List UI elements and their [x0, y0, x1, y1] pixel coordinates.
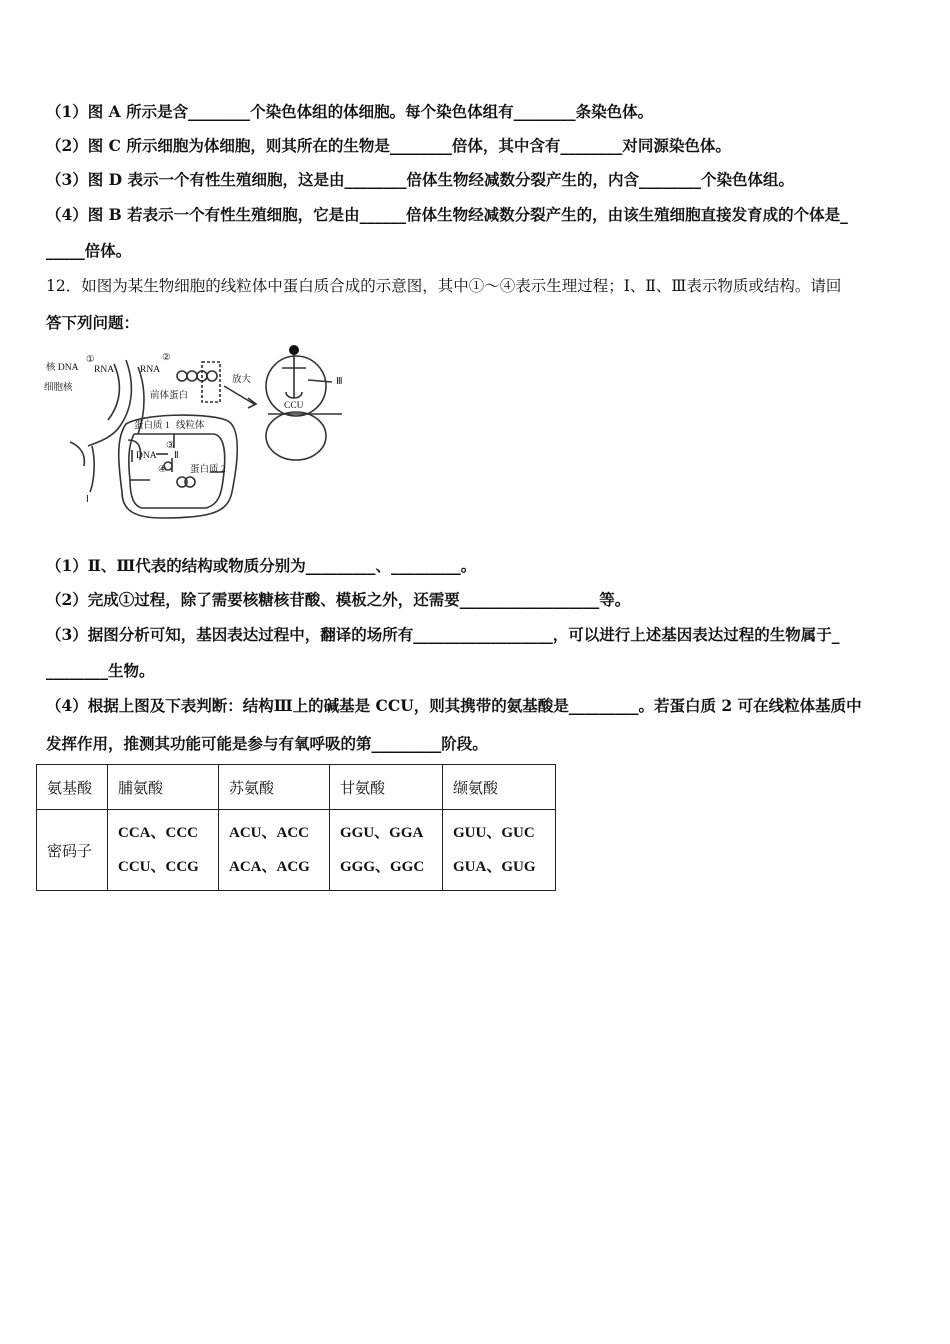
- q11-part1: （1）图 A 所示是含________个染色体组的体细胞。每个染色体组有________条染色体。: [46, 102, 654, 121]
- table-header-cell: 缬氨酸: [443, 765, 556, 810]
- codon-table: [36, 764, 556, 891]
- codon-text: CCU、CCG: [118, 859, 199, 875]
- codon-cell: [108, 810, 219, 891]
- label-precursor-protein: 前体蛋白: [150, 391, 189, 401]
- q11-part3: （3）图 D 表示一个有性生殖细胞，这是由________倍体生物经减数分裂产生的，内含________个染色体组。: [46, 170, 795, 189]
- label-rna1: RNA: [94, 365, 115, 375]
- codon-cell: [443, 810, 556, 891]
- label-step2: ②: [162, 353, 171, 363]
- q11-part4-line2: _____倍体。: [46, 241, 132, 260]
- label-step4: ④: [158, 465, 167, 475]
- label-iii: Ⅲ: [336, 377, 343, 387]
- q12-sub4-line2: 发挥作用，推测其功能可能是参与有氧呼吸的第_________阶段。: [46, 734, 488, 753]
- codon-cell: [219, 810, 330, 891]
- q12-sub4-line1: （4）根据上图及下表判断：结构Ⅲ上的碱基是 CCU，则其携带的氨基酸是_________。若蛋白质 2 可在线粒体基质中: [46, 696, 862, 715]
- q12-sub2: （2）完成①过程，除了需要核糖核苷酸、模板之外，还需要__________________等。: [46, 590, 631, 609]
- q12-sub3-line1: （3）据图分析可知，基因表达过程中，翻译的场所有__________________，可以进行上述基因表达过程的生物属于_: [46, 625, 840, 644]
- label-nuclear-dna: 核 DNA: [46, 363, 79, 373]
- label-mito-dna: DNA: [136, 451, 157, 461]
- ribosome-highlight-box: [202, 362, 220, 402]
- codon-text: ACU、ACC: [229, 825, 309, 841]
- q12-sub1: （1）Ⅱ、Ⅲ代表的结构或物质分别为_________、_________。: [46, 556, 477, 575]
- codon-text: GGG、GGC: [340, 859, 425, 875]
- label-anticodon: CCU: [284, 401, 304, 411]
- table-header-cell: 氨基酸: [37, 765, 108, 810]
- label-step1: ①: [86, 355, 95, 365]
- label-mitochondrion: 线粒体: [176, 421, 205, 431]
- codon-text: CCA、CCC: [118, 825, 198, 841]
- label-step3: ③: [166, 441, 175, 451]
- table-header-row: [37, 765, 556, 810]
- codon-text: GGU、GGA: [340, 825, 424, 841]
- codon-text: GUU、GUC: [453, 825, 535, 841]
- codon-text: ACA、ACG: [229, 859, 310, 875]
- label-protein1: 蛋白质 1: [134, 421, 170, 431]
- q12-intro-line1: 12．如图为某生物细胞的线粒体中蛋白质合成的示意图，其中①～④表示生理过程；Ⅰ、Ⅱ、Ⅲ表示物质或结构。请回: [46, 277, 842, 295]
- label-rna2: RNA: [140, 365, 161, 375]
- codon-text: GUA、GUG: [453, 859, 536, 875]
- ribosome-small-subunit: [266, 412, 326, 460]
- amino-acid-dot: [289, 345, 299, 355]
- label-protein2: 蛋白质 2: [190, 465, 226, 475]
- label-ii: Ⅱ: [174, 451, 179, 461]
- table-header-cell: 苏氨酸: [219, 765, 330, 810]
- q12-sub3-line2: ________生物。: [46, 661, 155, 680]
- table-row: [37, 810, 556, 891]
- q12-intro-line2: 答下列问题：: [46, 313, 140, 332]
- label-enlarge: 放大: [232, 375, 252, 385]
- table-row-label: 密码子: [37, 810, 108, 891]
- table-header-cell: 脯氨酸: [108, 765, 219, 810]
- q11-part4-line1: （4）图 B 若表示一个有性生殖细胞，它是由______倍体生物经减数分裂产生的，由该生殖细胞直接发育成的个体是_: [46, 205, 848, 224]
- protein-synthesis-diagram: [42, 342, 362, 527]
- codon-cell: [330, 810, 443, 891]
- table-header-cell: 甘氨酸: [330, 765, 443, 810]
- label-i: Ⅰ: [86, 495, 89, 505]
- label-nucleus: 细胞核: [44, 383, 73, 393]
- q11-part2: （2）图 C 所示细胞为体细胞，则其所在的生物是________倍体，其中含有________对同源染色体。: [46, 136, 731, 155]
